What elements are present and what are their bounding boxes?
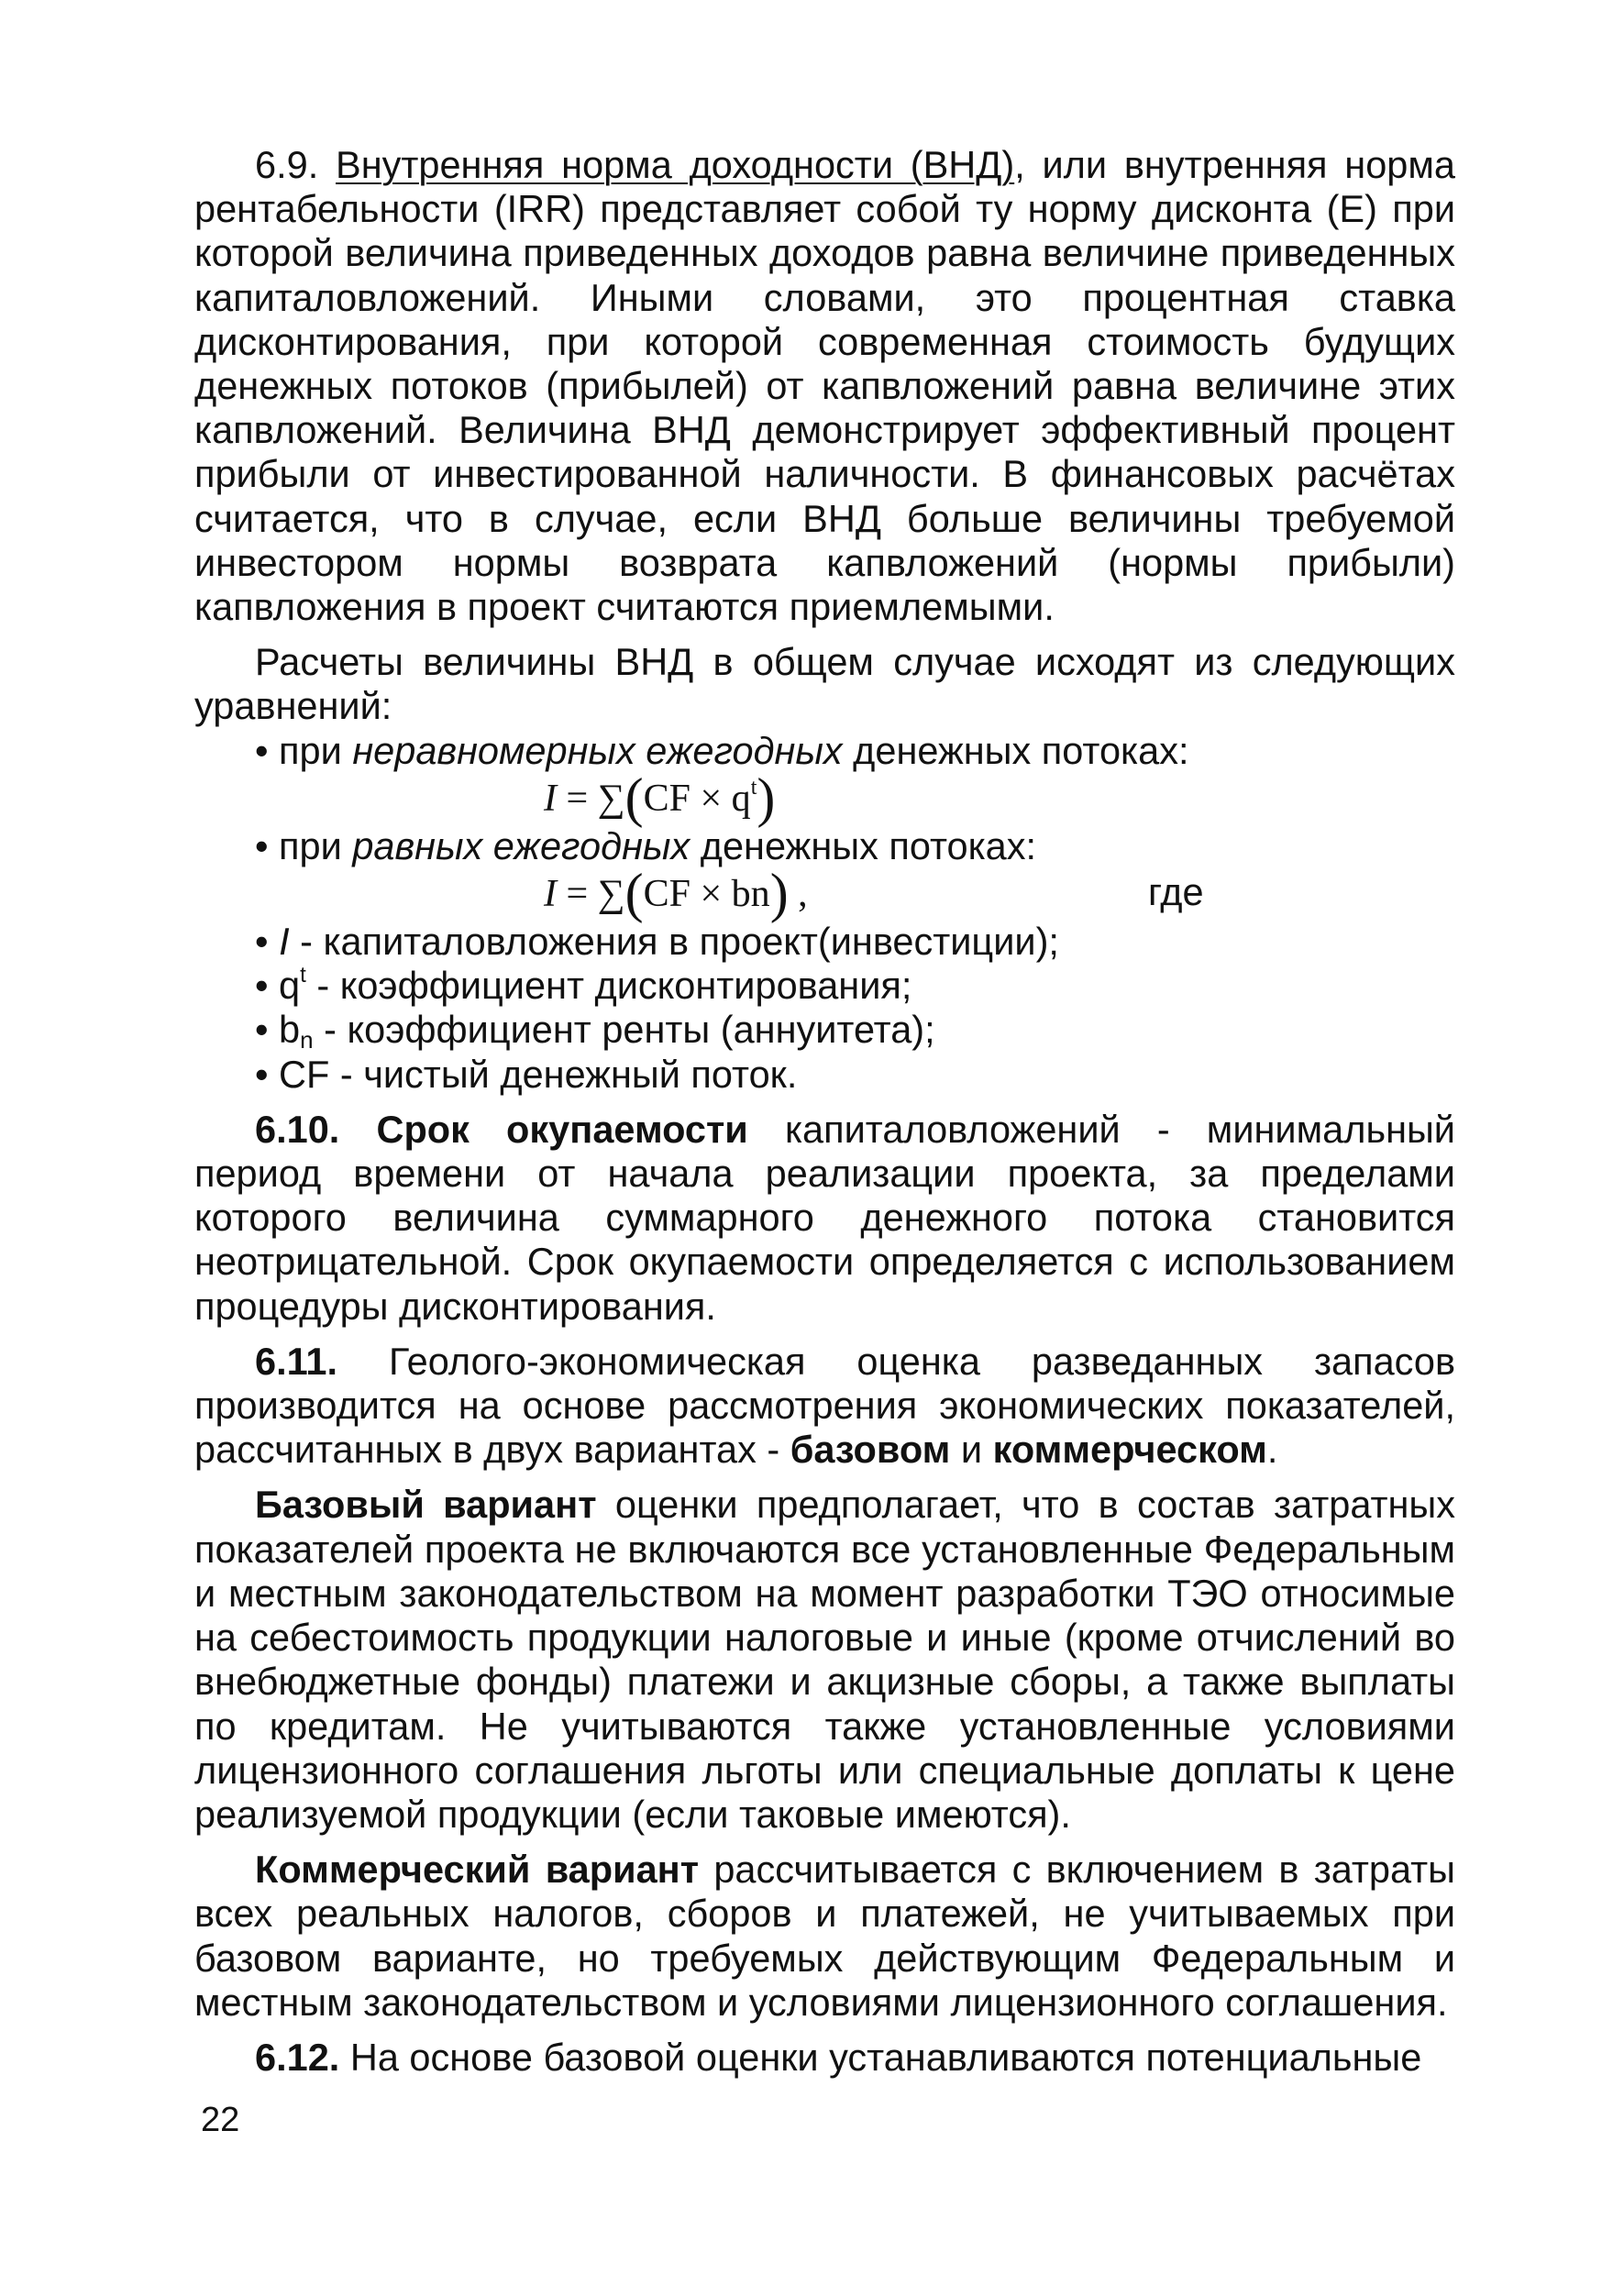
paragraph-6-9: [194, 143, 1455, 629]
legend-investment: • I - капиталовложения в проект(инвестиции);: [255, 920, 1059, 964]
formula-lhs: I: [544, 873, 557, 916]
case-emphasis: неравномерных ежегодных: [352, 728, 843, 772]
section-number: 6.10.: [255, 1107, 340, 1151]
section-number: 6.12.: [255, 2035, 340, 2079]
formula-uneven: $I = \sum(CF \times q^t)$: [544, 767, 776, 828]
paragraph-6-12: 6.12. На основе базовой оценки устанавливаются потенциальные: [255, 2035, 1422, 2079]
legend-cash-flow: • CF - чистый денежный поток.: [255, 1052, 798, 1096]
term-payback: Срок окупаемости: [376, 1107, 748, 1151]
formula-even: I = ∑(CF × bn) , где: [544, 863, 1204, 924]
paragraph-base-variant: Базовый вариант оценки предполагает, что в состав затратных показателей проекта не включаются все установленные Федеральным и местным законодательством на момент разработки ТЭО относимые на себестоимость продукции налоговые и иные (кроме отчислений во внебюджетные фонды) платежи и акцизные сборы, а также выплаты по кредитам. Не учитываются также установленные условиями лицензионного соглашения льготы или специальные доплаты к цене реализуемой продукции (если таковые имеются).: [194, 1483, 1455, 1836]
page-body: [194, 143, 1455, 2080]
formula-lhs: I: [544, 777, 557, 820]
case-emphasis: равных ежегодных: [352, 823, 690, 867]
legend-discount-factor: • $q^t$ - коэффициент дисконтирования;: [255, 963, 912, 1008]
where-word: где: [1148, 870, 1204, 914]
case-even-flows: • при равных ежегодных денежных потоках:: [255, 823, 1037, 867]
paragraph-6-10: 6.10. Срок окупаемости капиталовложений - минимальный период времени от начала реализации проекта, за пределами которого величина суммарного денежного потока становится неотрицательной. Срок окупаемости определяется с использованием процедуры дисконтирования.: [194, 1107, 1455, 1328]
paragraph-text: , или внутренняя норма рентабельности (IRR) представляет собой ту норму дисконта (Е) при которой величина приведенных доходов равна величине приведенных капиталовложений. Иными словами, это процентная ставка дисконтирования, при которой современная стоимость будущих денежных потоков (прибылей) от капвложений равна величине этих капвложений. Величина ВНД демонстрирует эффективный процент прибыли от инвестированной наличности. В финансовых расчётах считается, что в случае, если ВНД больше величины требуемой инвестором нормы возврата капвложений (нормы прибыли) капвложения в проект считаются приемлемыми.: [194, 143, 1455, 629]
paragraph-6-11: 6.11. Геолого-экономическая оценка разведанных запасов производится на основе рассмотрения экономических показателей, рассчитанных в двух вариантах - базовом и коммерческом.: [194, 1339, 1455, 1472]
section-number: 6.9.: [255, 143, 319, 186]
paragraph-commercial-variant: Коммерческий вариант рассчитывается с включением в затраты всех реальных налогов, сборов и платежей, не учитываемых при базовом варианте, но требуемых действующим Федеральным и местным законодательством и условиями лицензионного соглашения.: [194, 1848, 1455, 2024]
page-number: 22: [201, 2101, 240, 2139]
term-base-variant: Базовый вариант: [255, 1483, 597, 1527]
legend-annuity-factor: • $b_n$ - коэффициент ренты (аннуитета);: [255, 1008, 935, 1054]
term-irr: Внутренняя норма доходности (ВНД): [336, 143, 1015, 186]
case-uneven-flows: • при неравномерных ежегодных денежных потоках:: [255, 728, 1189, 772]
section-number: 6.11.: [255, 1339, 338, 1383]
term-commercial-variant: Коммерческий вариант: [255, 1848, 700, 1892]
calculation-intro: Расчеты величины ВНД в общем случае исходят из следующих уравнений:: [194, 640, 1455, 728]
